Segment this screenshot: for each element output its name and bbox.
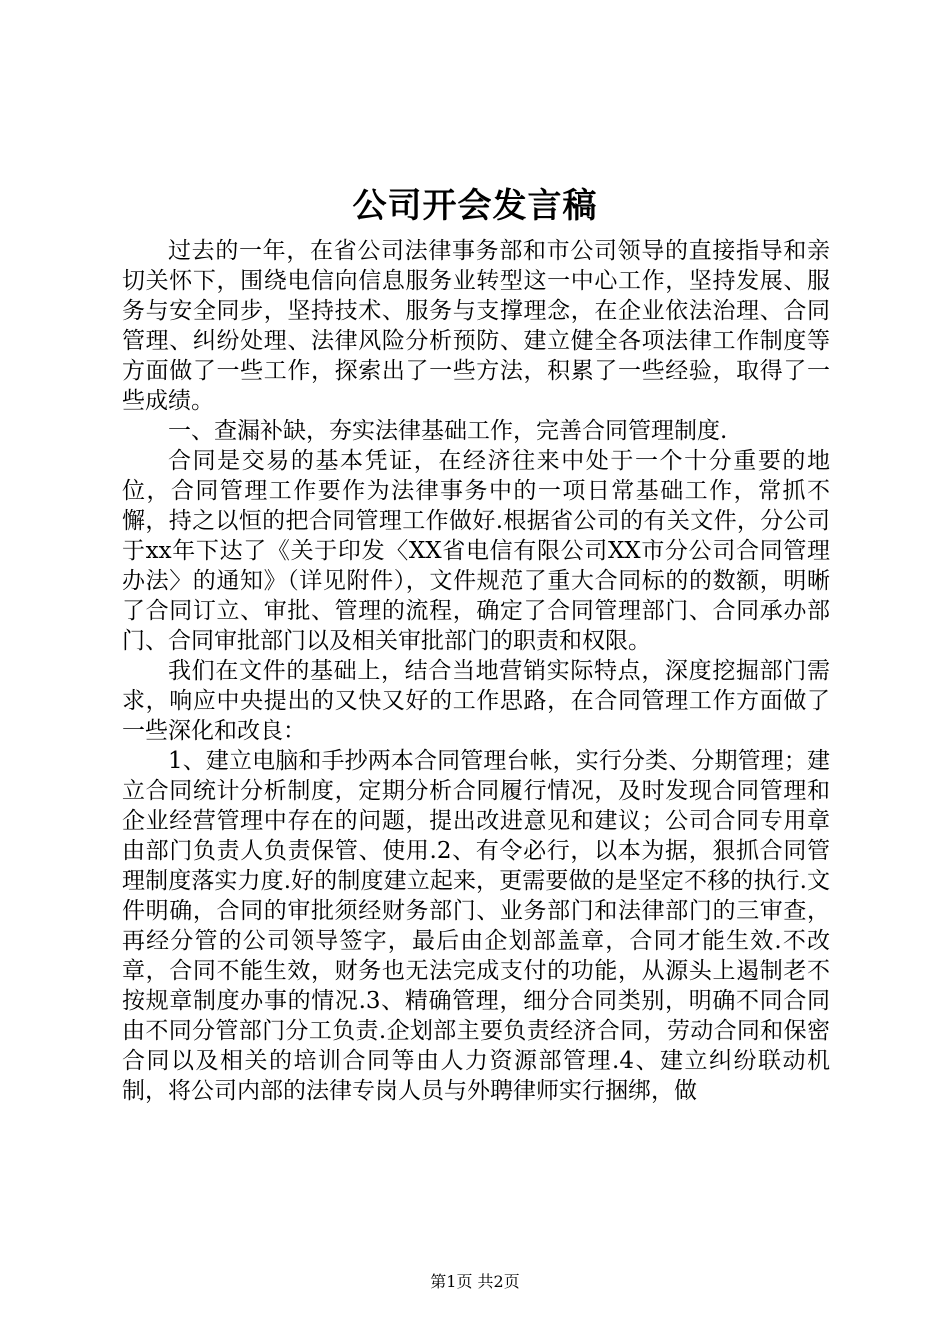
paragraph: 1、建立电脑和手抄两本合同管理台帐，实行分类、分期管理；建立合同统计分析制度，定期分析合同履行情况，及时发现合同管理和企业经营管理中存在的问题，提出改进意见和建议；公司合同专用章由部门负责人负责保管、使用.2、有令必行，以本为据，狠抓合同管理制度落实力度.好的制度建立起来，更需要做的是坚定不移的执行.文件明确，合同的审批须经财务部门、业务部门和法律部门的三审查，再经分管的公司领导签字，最后由企划部盖章，合同才能生效.不改章，合同不能生效，财务也无法完成支付的功能，从源头上遏制老不按规章制度办事的情况.3、精确管理，细分合同类别，明确不同合同由不同分管部门分工负责.企划部主要负责经济合同，劳动合同和保密合同以及相关的培训合同等由人力资源部管理.4、建立纠纷联动机制，将公司内部的法律专岗人员与外聘律师实行捆绑，做	[122, 748, 830, 1104]
section-heading: 一、查漏补缺，夯实法律基础工作，完善合同管理制度.	[168, 418, 728, 444]
page-number-footer: 第1页 共2页	[430, 1272, 520, 1291]
paragraph: 合同是交易的基本凭证，在经济往来中处于一个十分重要的地位，合同管理工作要作为法律事务中的一项日常基础工作，常抓不懈，持之以恒的把合同管理工作做好.根据省公司的有关文件，分公司于xx年下达了《关于印发〈XX省电信有限公司XX市分公司合同管理办法〉的通知》（详见附件），文件规范了重大合同标的的数额，明晰了合同订立、审批、管理的流程，确定了合同管理部门、合同承办部门、合同审批部门以及相关审批部门的职责和权限。	[122, 448, 830, 654]
document-title: 公司开会发言稿	[352, 186, 598, 226]
paragraph: 过去的一年，在省公司法律事务部和市公司领导的直接指导和亲切关怀下，围绕电信向信息服务业转型这一中心工作，坚持发展、服务与安全同步，坚持技术、服务与支撑理念，在企业依法治理、合同管理、纠纷处理、法律风险分析预防、建立健全各项法律工作制度等方面做了一些工作，探索出了一些方法，积累了一些经验，取得了一些成绩。	[122, 238, 830, 414]
document-body	[122, 236, 830, 1106]
paragraph: 我们在文件的基础上，结合当地营销实际特点，深度挖掘部门需求，响应中央提出的又快又好的工作思路，在合同管理工作方面做了一些深化和改良：	[122, 658, 830, 744]
